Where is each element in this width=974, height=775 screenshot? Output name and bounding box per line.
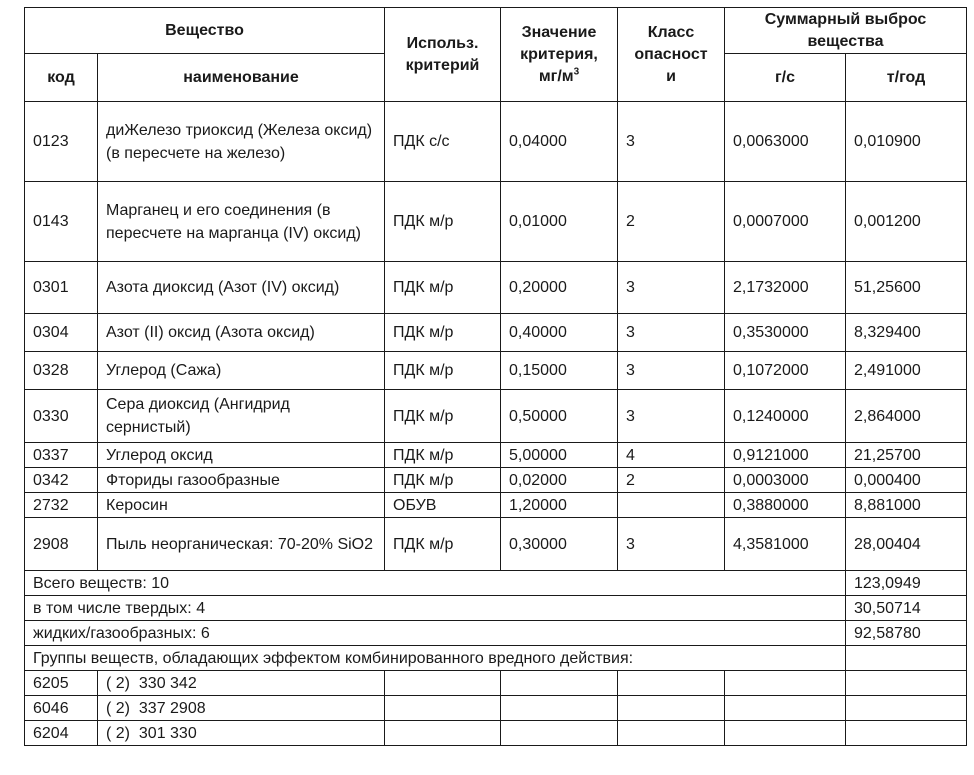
cell-code: 0123 [25,102,98,182]
total-row [25,596,967,621]
header-row-1 [25,8,967,54]
cell-gs: 0,1240000 [725,390,846,443]
empty-cell [846,671,967,696]
empty-cell [846,696,967,721]
empty-cell [618,721,725,746]
total-label: жидких/газообразных: 6 [25,621,846,646]
total-tyear: 30,50714 [846,596,967,621]
group-code: 6205 [25,671,98,696]
header-gs: г/с [725,54,846,102]
header-value-line2: критерия, [520,45,598,63]
cell-code: 0304 [25,314,98,352]
cell-tyear: 8,329400 [846,314,967,352]
cell-value: 1,20000 [501,493,618,518]
total-row [25,621,967,646]
cell-class: 2 [618,468,725,493]
cell-tyear: 2,491000 [846,352,967,390]
cell-value: 0,15000 [501,352,618,390]
cell-gs: 0,0007000 [725,182,846,262]
cell-tyear: 21,25700 [846,443,967,468]
cell-code: 2732 [25,493,98,518]
group-row [25,721,967,746]
table-row [25,262,967,314]
cell-value: 0,30000 [501,518,618,571]
header-value-unit-sup: 3 [573,66,580,78]
header-criterion-line1: Использ. [406,34,479,52]
total-tyear: 92,58780 [846,621,967,646]
cell-name: Углерод (Сажа) [98,352,385,390]
cell-criterion: ПДК м/р [385,314,501,352]
cell-name: Сера диоксид (Ангидрид сернистый) [98,390,385,443]
cell-name: Марганец и его соединения (в пересчете на марганца (IV) оксид) [98,182,385,262]
header-criterion [385,8,501,102]
cell-name: Фториды газообразные [98,468,385,493]
total-row [25,571,967,596]
empty-cell [385,721,501,746]
cell-class: 2 [618,182,725,262]
cell-criterion: ПДК м/р [385,352,501,390]
empty-cell [501,671,618,696]
empty-cell [618,671,725,696]
header-substance: Вещество [25,8,385,54]
cell-gs: 0,0063000 [725,102,846,182]
cell-gs: 0,1072000 [725,352,846,390]
cell-code: 0143 [25,182,98,262]
cell-name: Пыль неорганическая: 70-20% SiO2 [98,518,385,571]
header-class-line2: опасност [634,45,708,63]
cell-code: 0330 [25,390,98,443]
cell-class: 3 [618,390,725,443]
cell-value: 0,02000 [501,468,618,493]
cell-tyear: 28,00404 [846,518,967,571]
cell-tyear: 51,25600 [846,262,967,314]
cell-class: 3 [618,102,725,182]
cell-gs: 0,3880000 [725,493,846,518]
cell-gs: 4,3581000 [725,518,846,571]
cell-tyear: 0,001200 [846,182,967,262]
total-label: Всего веществ: 10 [25,571,846,596]
header-total [725,8,967,54]
cell-code: 0337 [25,443,98,468]
empty-cell [725,671,846,696]
cell-gs: 0,0003000 [725,468,846,493]
cell-criterion: ПДК м/р [385,262,501,314]
group-row [25,671,967,696]
empty-cell [846,646,967,671]
cell-tyear: 0,000400 [846,468,967,493]
header-class-line1: Класс [647,23,695,41]
cell-name: Керосин [98,493,385,518]
table-row [25,352,967,390]
cell-class: 3 [618,262,725,314]
empty-cell [618,696,725,721]
group-desc: ( 2) 337 2908 [98,696,385,721]
cell-code: 0328 [25,352,98,390]
cell-class [618,493,725,518]
empty-cell [725,696,846,721]
header-class [618,8,725,102]
table-row [25,518,967,571]
cell-tyear: 0,010900 [846,102,967,182]
empty-cell [385,696,501,721]
table-row [25,443,967,468]
header-total-line1: Суммарный выброс [764,10,927,28]
emissions-table-container [24,7,967,746]
cell-value: 0,40000 [501,314,618,352]
table-row [25,390,967,443]
total-tyear: 123,0949 [846,571,967,596]
group-row [25,696,967,721]
header-value [501,8,618,102]
header-class-line3: и [666,67,676,85]
cell-criterion: ПДК с/с [385,102,501,182]
group-desc: ( 2) 301 330 [98,721,385,746]
empty-cell [501,696,618,721]
cell-value: 0,04000 [501,102,618,182]
cell-class: 3 [618,518,725,571]
header-name: наименование [98,54,385,102]
cell-tyear: 8,881000 [846,493,967,518]
cell-class: 3 [618,314,725,352]
table-row [25,468,967,493]
group-code: 6046 [25,696,98,721]
cell-class: 4 [618,443,725,468]
cell-name: Азота диоксид (Азот (IV) оксид) [98,262,385,314]
cell-value: 0,01000 [501,182,618,262]
cell-criterion: ПДК м/р [385,518,501,571]
cell-criterion: ПДК м/р [385,390,501,443]
group-desc: ( 2) 330 342 [98,671,385,696]
cell-criterion: ПДК м/р [385,182,501,262]
header-code: код [25,54,98,102]
cell-criterion: ПДК м/р [385,468,501,493]
cell-code: 0301 [25,262,98,314]
cell-code: 0342 [25,468,98,493]
cell-tyear: 2,864000 [846,390,967,443]
cell-name: диЖелезо триоксид (Железа оксид) (в пересчете на железо) [98,102,385,182]
cell-gs: 2,1732000 [725,262,846,314]
groups-title-row [25,646,967,671]
empty-cell [385,671,501,696]
group-code: 6204 [25,721,98,746]
header-value-unit: мг/м [538,67,574,85]
header-tyear: т/год [846,54,967,102]
header-value-line1: Значение [521,23,597,41]
cell-value: 5,00000 [501,443,618,468]
table-row [25,102,967,182]
cell-name: Углерод оксид [98,443,385,468]
empty-cell [846,721,967,746]
emissions-table [24,7,967,746]
header-total-line2: вещества [807,32,884,50]
table-row [25,182,967,262]
table-row [25,493,967,518]
empty-cell [501,721,618,746]
cell-gs: 0,9121000 [725,443,846,468]
cell-name: Азот (II) оксид (Азота оксид) [98,314,385,352]
empty-cell [725,721,846,746]
groups-title: Группы веществ, обладающих эффектом комбинированного вредного действия: [25,646,846,671]
cell-criterion: ОБУВ [385,493,501,518]
cell-criterion: ПДК м/р [385,443,501,468]
cell-value: 0,50000 [501,390,618,443]
header-criterion-line2: критерий [405,56,480,74]
total-label: в том числе твердых: 4 [25,596,846,621]
table-row [25,314,967,352]
cell-value: 0,20000 [501,262,618,314]
cell-class: 3 [618,352,725,390]
cell-code: 2908 [25,518,98,571]
cell-gs: 0,3530000 [725,314,846,352]
